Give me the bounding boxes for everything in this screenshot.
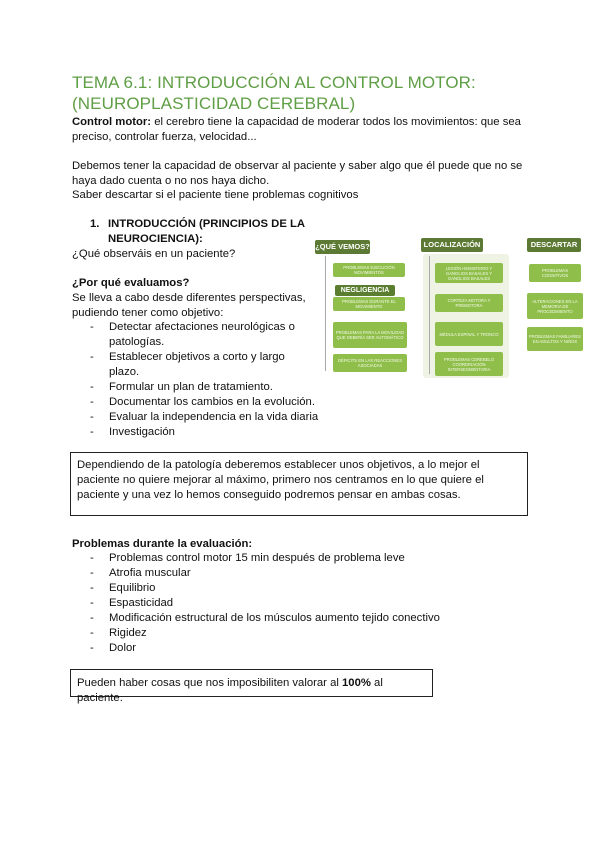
list-item: - Equilibrio xyxy=(72,581,492,596)
observe-paragraph: Debemos tener la capacidad de observar al paciente y saber algo que él puede que no se haya dado cuenta o no nos haya dicho. xyxy=(72,160,523,187)
diagram-box: PROBLEMAS DURANTE EL MOVIMIENTO xyxy=(333,297,405,311)
cognitive-paragraph: Saber descartar si el paciente tiene problemas cognitivos xyxy=(72,189,359,201)
section-number: 1. xyxy=(90,218,100,230)
section-heading xyxy=(108,217,318,247)
diagram-box: PROBLEMAS COGNITIVOS xyxy=(529,264,581,282)
list-item: - Investigación xyxy=(72,425,332,440)
control-motor-label: Control motor: xyxy=(72,116,152,128)
list-item: - Formular un plan de tratamiento. xyxy=(72,380,332,395)
percent-value: 100% xyxy=(342,677,371,689)
section-heading-line-2: NEUROCIENCIA): xyxy=(108,233,203,245)
problems-list xyxy=(72,551,492,656)
why-intro xyxy=(72,291,306,321)
diagram-box: LESIÓN HEMISFERIO Y GANGLIOS BASALES Y GANGLIOS BASALES xyxy=(435,263,503,283)
assessment-diagram xyxy=(313,236,585,378)
list-item: - Espasticidad xyxy=(72,596,492,611)
list-item: - Atrofia muscular xyxy=(72,566,492,581)
diagram-box: PROBLEMAS CEREBELO COORDINACIÓN INTERSEGMENTARIA xyxy=(435,352,503,376)
list-item: - Problemas control motor 15 min después de problema leve xyxy=(72,551,492,566)
why-list xyxy=(72,320,332,440)
page-title xyxy=(72,72,476,114)
list-item: - Rigidez xyxy=(72,626,492,641)
question-paragraph: ¿Qué observáis en un paciente? xyxy=(72,248,236,260)
problems-heading: Problemas durante la evaluación: xyxy=(72,538,253,550)
list-item: - Evaluar la independencia en la vida diaria xyxy=(72,410,332,425)
why-heading: ¿Por qué evaluamos? xyxy=(72,277,190,289)
title-line-1: TEMA 6.1: INTRODUCCIÓN AL CONTROL MOTOR: xyxy=(72,73,476,92)
list-item: - Documentar los cambios en la evolución. xyxy=(72,395,332,410)
diagram-subheader-negligencia: NEGLIGENCIA xyxy=(335,285,395,296)
list-item: - Dolor xyxy=(72,641,492,656)
diagram-box: CORTEZA MOTORA Y PREMOTORA xyxy=(435,294,503,312)
note-box-limitations: Pueden haber cosas que nos imposibiliten valorar al 100% al paciente. xyxy=(70,669,433,697)
why-intro-line-1: Se lleva a cabo desde diferentes perspectivas, xyxy=(72,292,306,304)
diagram-header-descartar: DESCARTAR xyxy=(527,238,581,252)
section-heading-line-1: INTRODUCCIÓN (PRINCIPIOS DE LA xyxy=(108,218,306,230)
diagram-box: MÉDULA ESPINAL Y TRONCO xyxy=(435,322,503,346)
diagram-box: DÉFICITS EN LAS REACCIONES ASOCIADAS xyxy=(333,354,407,372)
note-box-objectives: Dependiendo de la patología deberemos establecer unos objetivos, a lo mejor el paciente no quiere mejorar al máximo, primero nos centramos en lo que quiere el paciente y una vez lo hemos conseguido podremos pensar en ambas cosas. xyxy=(70,452,528,516)
list-item: - Modificación estructural de los músculos aumento tejido conectivo xyxy=(72,611,492,626)
diagram-box: PROBLEMAS EJECUCIÓN MOVIMIENTOS xyxy=(333,263,405,277)
list-item: - Detectar afectaciones neurológicas o patologías. xyxy=(72,320,332,350)
control-motor-text: el cerebro tiene la capacidad de moderar todos los movimientos: que sea preciso, controlar fuerza, velocidad... xyxy=(72,116,521,143)
list-item: - Establecer objetivos a corto y largo plazo. xyxy=(72,350,332,380)
control-motor-paragraph xyxy=(72,115,532,145)
diagram-box: ALTERACIONES EN LA MEMORIA DE PROCEDIMIENTO xyxy=(527,293,583,319)
diagram-header-que-vemos: ¿QUÉ VEMOS? xyxy=(315,240,370,254)
title-line-2: (NEUROPLASTICIDAD CEREBRAL) xyxy=(72,94,356,113)
diagram-connector xyxy=(325,256,326,371)
diagram-box: PROBLEMAS FAMILIARES EN ADULTOS Y NIÑOS xyxy=(527,327,583,351)
diagram-header-localizacion: LOCALIZACIÓN xyxy=(421,238,483,252)
diagram-box: PROBLEMAS PARA LA MOVILIDAD QUE DEBERÍA SER AUTOMÁTICO xyxy=(333,322,407,348)
diagram-connector xyxy=(429,256,430,374)
why-intro-line-2: pudiendo tener como objetivo: xyxy=(72,307,224,319)
